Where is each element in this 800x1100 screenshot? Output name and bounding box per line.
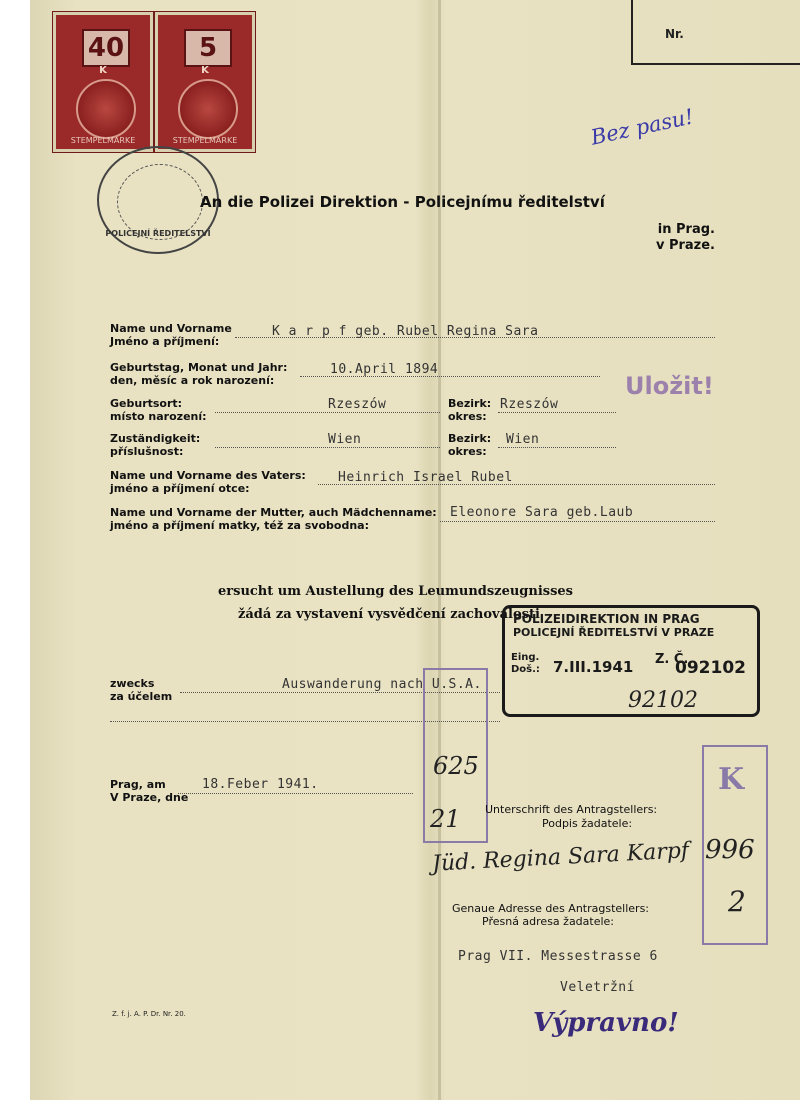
lion-emblem-icon (178, 79, 238, 139)
vypravno-stamp: Výpravno! (533, 1008, 679, 1038)
birth-value: 10.April 1894 (330, 362, 439, 377)
fold-line (438, 0, 441, 1100)
stamp-value: 40 (82, 29, 130, 67)
address-label-cs: Přesná adresa žadatele: (482, 915, 615, 928)
name-label: Name und Vorname Jméno a příjmení: (110, 322, 232, 348)
request-cs: žádá za vystavení vysvědčení zachovalosti (238, 607, 540, 622)
birthplace-label: Geburtsort: místo narození: (110, 397, 207, 423)
police-stamp-eing: Eing. (511, 652, 540, 663)
signature-label-de: Unterschrift des Antragstellers: (485, 803, 658, 816)
zust-value: Wien (328, 432, 362, 447)
number-box (631, 0, 800, 65)
page-edge (0, 0, 30, 1100)
father-value: Heinrich Israel Rubel (338, 470, 513, 485)
box-letter: K (718, 762, 745, 797)
purpose-value: Auswanderung nach U.S.A. (282, 677, 482, 692)
police-stamp-line1: POLIZEIDIREKTION IN PRAG (513, 612, 700, 626)
hand-number-21: 21 (430, 805, 461, 833)
mother-line (440, 520, 715, 522)
stamp-label: STEMPELMARKE (172, 136, 238, 145)
date-label: Prag, am V Praze, dne (110, 778, 189, 804)
round-stamp-text: POLICEJNÍ ŘEDITELSTVÍ (105, 229, 211, 238)
mother-label: Name und Vorname der Mutter, auch Mädchenname: jméno a příjmení matky, též za svobodna: (110, 506, 437, 532)
city-de: in Prag. (657, 222, 715, 237)
signature-value: Jüd. Regina Sara Karpf (431, 838, 690, 877)
revenue-stamp-40 (53, 12, 153, 152)
police-stamp-date: 7.III.1941 (553, 658, 634, 676)
stamp-value: 5 (184, 29, 232, 67)
district1-value: Rzeszów (500, 397, 559, 412)
stamp-unit: K (99, 65, 107, 76)
stamp-unit: K (201, 65, 209, 76)
handwritten-bez-pasu: Bez pasu! (588, 104, 696, 150)
stamp-label: STEMPELMARKE (70, 136, 136, 145)
father-label: Name und Vorname des Vaters: jméno a příjmení otce: (110, 469, 306, 495)
hand-number: 92102 (628, 688, 698, 713)
request-de: ersucht um Austellung des Leumundszeugnisses (218, 584, 573, 599)
birth-label: Geburtstag, Monat und Jahr: den, měsíc a rok narození: (110, 361, 288, 387)
date-line (178, 792, 413, 794)
hand-number-996: 996 (705, 835, 755, 865)
revenue-stamp-5 (155, 12, 255, 152)
address-value: Prag VII. Messestrasse 6 (458, 949, 658, 964)
mother-value: Eleonore Sara geb.Laub (450, 505, 634, 520)
signature-label-cs: Podpis žadatele: (542, 817, 633, 830)
police-stamp-dos: Doš.: (511, 664, 540, 675)
birthplace-value: Rzeszów (328, 397, 387, 412)
police-stamp-line2: POLICEJNÍ ŘEDITELSTVÍ V PRAZE (513, 626, 715, 639)
district2-value: Wien (506, 432, 540, 447)
purpose-label: zwecks za účelem (110, 677, 173, 703)
nr-label: Nr. (665, 27, 684, 41)
district1-label: Bezirk: okres: (448, 397, 492, 423)
police-stamp-number: 092102 (675, 658, 746, 678)
lion-emblem-icon (76, 79, 136, 139)
violet-stamp-ulozit: Uložit! (625, 372, 714, 400)
form-footer: Z. f. j. A. P. Dr. Nr. 20. (112, 1010, 186, 1018)
heading: An die Polizei Direktion - Policejnímu ředitelství (200, 193, 605, 211)
name-value: K a r p f geb. Rubel Regina Sara (272, 324, 539, 339)
hand-number-2: 2 (728, 885, 746, 918)
district2-label: Bezirk: okres: (448, 432, 492, 458)
address-label-de: Genaue Adresse des Antragstellers: (452, 902, 650, 915)
city-cs: v Praze. (655, 238, 715, 253)
police-stamp-zc: Z. Č. (655, 652, 689, 667)
zust-label: Zuständigkeit: příslušnost: (110, 432, 201, 458)
hand-number-625: 625 (433, 752, 479, 780)
date-value: 18.Feber 1941. (202, 777, 319, 792)
address-value-2: Veletržní (560, 980, 635, 995)
